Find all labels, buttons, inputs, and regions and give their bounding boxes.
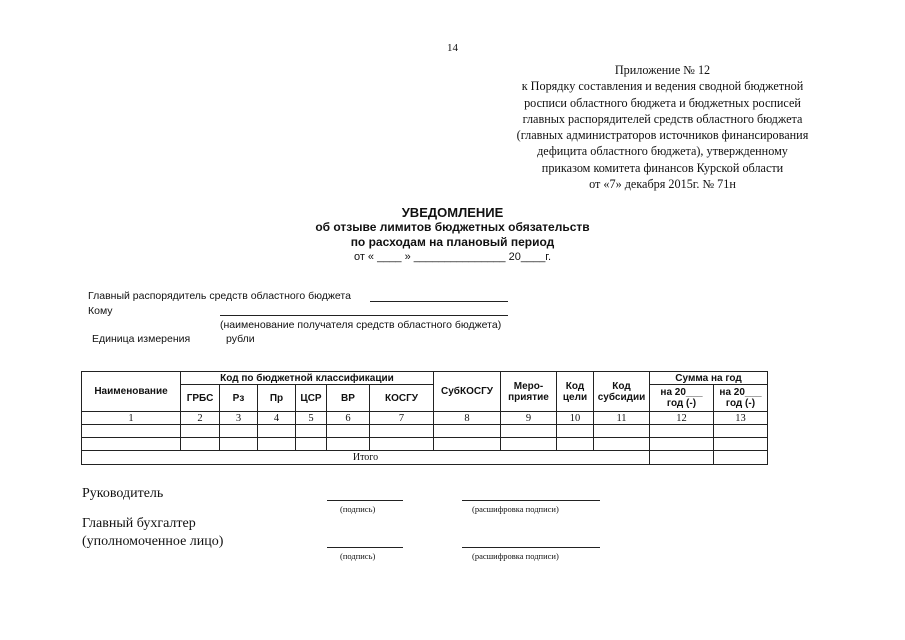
table-cell (594, 438, 650, 451)
head-signature-caption: (подпись) (340, 504, 376, 514)
total-label: Итого (82, 451, 650, 465)
appendix-line: главных распорядителей средств областного бюджета (522, 111, 803, 126)
col-number: 5 (296, 412, 327, 425)
chief-accountant-label: Главный бухгалтер (82, 516, 196, 531)
appendix-line: приказом комитета финансов Курской области (541, 160, 784, 175)
title-main: УВЕДОМЛЕНИЕ (401, 205, 504, 220)
col-subkosgu: СубКОСГУ (434, 372, 501, 412)
table-cell (650, 425, 714, 438)
unit-label: Единица измерения (92, 333, 191, 345)
accountant-signature-caption: (подпись) (340, 551, 376, 561)
col-number: 8 (434, 412, 501, 425)
table-cell (714, 425, 768, 438)
col-goal-line: Код (565, 380, 585, 392)
accountant-decode-line (462, 547, 600, 548)
sum-year-2-line: на 20___ (719, 387, 762, 398)
col-rz: Рз (220, 385, 258, 412)
recipient-caption: (наименование получателя средств областного бюджета) (220, 319, 502, 331)
col-number: 12 (650, 412, 714, 425)
recipient-underline (220, 315, 508, 316)
table-cell (370, 438, 434, 451)
table-cell (370, 425, 434, 438)
col-csr: ЦСР (296, 385, 327, 412)
table-cell (327, 425, 370, 438)
table-cell (434, 425, 501, 438)
table-cell (82, 438, 181, 451)
sum-year-1-line: год (-) (666, 398, 697, 409)
appendix-line: Приложение № 12 (614, 63, 711, 77)
table-cell (434, 438, 501, 451)
table-cell (296, 425, 327, 438)
head-decode-caption: (расшифровка подписи) (472, 504, 559, 514)
col-number: 2 (181, 412, 220, 425)
appendix-line: от «7» декабря 2015г. № 71н (589, 177, 736, 192)
col-name: Наименование (82, 372, 181, 412)
table-cell (501, 425, 557, 438)
appendix-line: дефицита областного бюджета), утвержденному (537, 144, 788, 159)
title-line-2: об отзыве лимитов бюджетных обязательств (315, 220, 590, 234)
table-cell (557, 438, 594, 451)
col-sum-year-2 (714, 385, 768, 412)
col-number: 13 (714, 412, 768, 425)
col-number: 4 (258, 412, 296, 425)
col-subsidy-line: Код (612, 380, 631, 392)
distributor-label: Главный распорядитель средств областного бюджета (88, 290, 351, 302)
head-label: Руководитель (82, 486, 164, 501)
appendix-line: к Порядку составления и ведения сводной бюджетной (521, 79, 804, 94)
limits-table (81, 371, 768, 465)
col-pr: Пр (258, 385, 296, 412)
col-number: 6 (327, 412, 370, 425)
table-row (82, 438, 768, 451)
head-decode-line (462, 500, 600, 501)
table-cell (501, 438, 557, 451)
group-year-sum: Сумма на год (650, 372, 768, 385)
table-cell (296, 438, 327, 451)
accountant-signature-line (327, 547, 403, 548)
col-event-line: Меро- (513, 380, 544, 392)
total-sum-year-1 (650, 451, 714, 465)
table-cell (181, 425, 220, 438)
col-number: 1 (82, 412, 181, 425)
to-label: Кому (88, 305, 113, 317)
appendix-note (500, 62, 825, 192)
number-row (82, 412, 768, 425)
page-number: 14 (447, 42, 458, 54)
table-cell (258, 425, 296, 438)
table-cell (650, 438, 714, 451)
col-vr: ВР (327, 385, 370, 412)
table-cell (714, 438, 768, 451)
col-number: 11 (594, 412, 650, 425)
unit-value: рубли (226, 333, 255, 345)
date-line: от « ____ » _______________ 20____г. (353, 251, 552, 263)
group-budget-classification: Код по бюджетной классификации (181, 372, 434, 385)
col-goal-code (557, 372, 594, 412)
head-signature-line (327, 500, 403, 501)
total-row (82, 451, 768, 465)
document-title (0, 205, 905, 250)
table-cell (327, 438, 370, 451)
table-cell (220, 425, 258, 438)
col-number: 10 (557, 412, 594, 425)
table-cell (220, 438, 258, 451)
col-grbs: ГРБС (181, 385, 220, 412)
table-row (82, 425, 768, 438)
table-cell (594, 425, 650, 438)
col-sum-year-1 (650, 385, 714, 412)
accountant-decode-caption: (расшифровка подписи) (472, 551, 559, 561)
table-cell (258, 438, 296, 451)
col-subsidy-line: субсидии (597, 391, 646, 403)
table-cell (82, 425, 181, 438)
authorized-person-label: (уполномоченное лицо) (82, 534, 224, 549)
col-number: 7 (370, 412, 434, 425)
appendix-line: росписи областного бюджета и бюджетных росписей (524, 95, 801, 110)
appendix-line: (главных администраторов источников финансирования (516, 128, 809, 143)
col-goal-line: цели (562, 391, 588, 403)
sum-year-2-line: год (-) (725, 398, 756, 409)
col-event (501, 372, 557, 412)
sum-year-1-line: на 20___ (660, 387, 703, 398)
distributor-underline (370, 301, 508, 302)
col-number: 9 (501, 412, 557, 425)
total-sum-year-2 (714, 451, 768, 465)
col-kosgu: КОСГУ (370, 385, 434, 412)
col-number: 3 (220, 412, 258, 425)
table-cell (181, 438, 220, 451)
col-subsidy-code (594, 372, 650, 412)
title-line-3: по расходам на плановый период (350, 235, 555, 249)
col-event-line: приятие (508, 391, 549, 403)
table-cell (557, 425, 594, 438)
